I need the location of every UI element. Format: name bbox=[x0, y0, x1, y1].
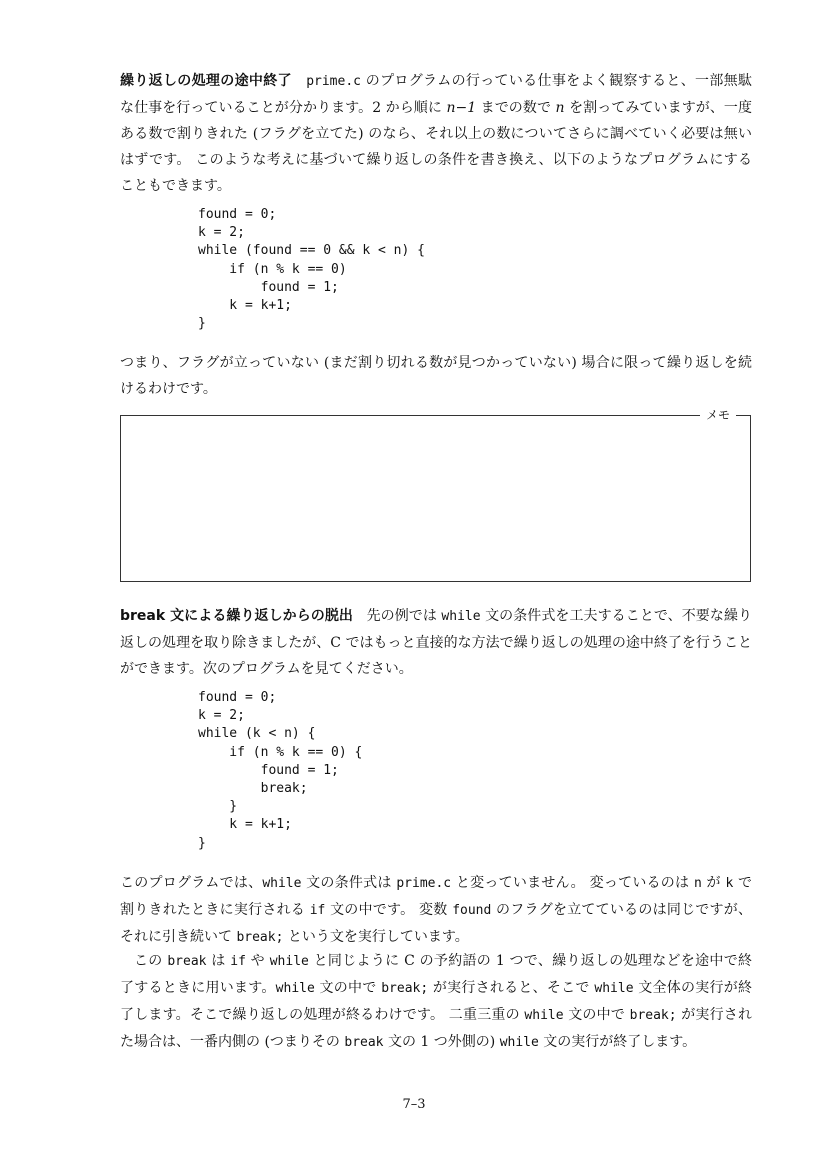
inline-code: found bbox=[452, 903, 492, 918]
text-run: 先の例では bbox=[366, 608, 442, 624]
text-run: 文の実行が終了します。 bbox=[538, 1034, 697, 1050]
text-run: このプログラムでは、 bbox=[120, 875, 263, 891]
text-run: のプログラムの行っている仕事をよく観察すると、一部無駄な仕事を行っていることが分かります。 bbox=[120, 73, 753, 116]
memo-label: メモ bbox=[700, 408, 736, 422]
text-run: のフラグを立てているのは同じですが、それに引き続いて bbox=[120, 902, 753, 945]
text-run: が bbox=[701, 875, 726, 891]
inline-code: k bbox=[725, 876, 734, 891]
code-block-2: found = 0; k = 2; while (k < n) { if (n % k == 0) { found = 1; break; } k = k+1; } bbox=[198, 690, 363, 851]
text-run: 文全体の実行が終了します。そこで繰り返しの処理が終るわけです。 二重三重の bbox=[120, 980, 753, 1023]
section2-paragraph bbox=[120, 603, 752, 682]
text-run: 文の条件式を工夫することで、不要な繰り返しの処理を取り除きましたが、C ではもっと直接的な方法で繰り返しの処理の途中終了を行うことができます。次のプログラムを見てください。 bbox=[120, 608, 753, 677]
code-block-1: found = 0; k = 2; while (found == 0 && k < n) { if (n % k == 0) found = 1; k = k+1; } bbox=[198, 207, 425, 332]
inline-code: while bbox=[499, 1035, 539, 1050]
text-run: で割りきれたときに実行される bbox=[120, 875, 752, 918]
inline-code: while bbox=[594, 981, 634, 996]
inline-code: while bbox=[524, 1008, 564, 1023]
inline-code: if bbox=[309, 903, 326, 918]
inline-code: while bbox=[269, 954, 309, 969]
inline-code: while bbox=[275, 981, 315, 996]
section2-break-explanation bbox=[120, 948, 752, 1056]
text-run: と同じように C の予約語の 1 つで、繰り返しの処理などを途中で終了するときに用います。 bbox=[120, 953, 752, 996]
inline-code: break; bbox=[381, 981, 429, 996]
text-run: と変っていません。 変っているのは bbox=[451, 875, 694, 891]
inline-code: break bbox=[344, 1035, 384, 1050]
math-expression: n−1 bbox=[446, 100, 477, 116]
inline-code: break bbox=[167, 954, 207, 969]
text-run: 文の中です。 変数 bbox=[325, 902, 453, 918]
text-run: を割ってみていますが、一度ある数で割りきれた (フラグを立てた) のなら、それ以上の数についてさらに調べていく必要は無いはずです。 このような考えに基づいて繰り返しの条件を書き換え、以下のようなプログラムにすることもできます。 bbox=[120, 100, 752, 194]
inline-code: if bbox=[230, 954, 246, 969]
inline-code: prime.c bbox=[306, 74, 361, 89]
text-run: が実行されると、そこで bbox=[428, 980, 595, 996]
text-run: は bbox=[206, 953, 231, 969]
text-run: 文の中で bbox=[563, 1007, 630, 1023]
memo-box bbox=[120, 408, 751, 582]
text-run: 文の条件式は bbox=[301, 875, 397, 891]
section1-paragraph bbox=[120, 68, 752, 199]
inline-code: break; bbox=[236, 930, 284, 945]
inline-code: while bbox=[262, 876, 302, 891]
section1-heading: 繰り返しの処理の途中終了 bbox=[120, 73, 292, 89]
inline-code: while bbox=[441, 609, 481, 624]
text-run: 文の中で bbox=[314, 980, 382, 996]
section1-conclusion: つまり、フラグが立っていない (まだ割り切れる数が見つかっていない) 場合に限って繰り返しを続けるわけです。 bbox=[120, 355, 752, 397]
page-number: 7–3 bbox=[402, 1097, 426, 1112]
inline-code: n bbox=[694, 876, 702, 891]
text-run: という文を実行しています。 bbox=[283, 929, 469, 945]
section2-explanation bbox=[120, 870, 752, 951]
text-run: この bbox=[134, 953, 168, 969]
text-run: 2 bbox=[372, 100, 382, 116]
text-run: が実行された場合は、一番内側の (つまりその bbox=[120, 1007, 753, 1050]
text-run: までの数で bbox=[476, 100, 556, 116]
text-run: 文の 1 つ外側の) bbox=[383, 1034, 500, 1050]
section2-heading: break 文による繰り返しからの脱出 bbox=[120, 608, 353, 624]
text-run: から順に bbox=[381, 100, 447, 116]
math-expression: n bbox=[555, 100, 565, 116]
text-run: や bbox=[245, 953, 270, 969]
inline-code: break; bbox=[629, 1008, 677, 1023]
inline-code: prime.c bbox=[396, 876, 452, 891]
